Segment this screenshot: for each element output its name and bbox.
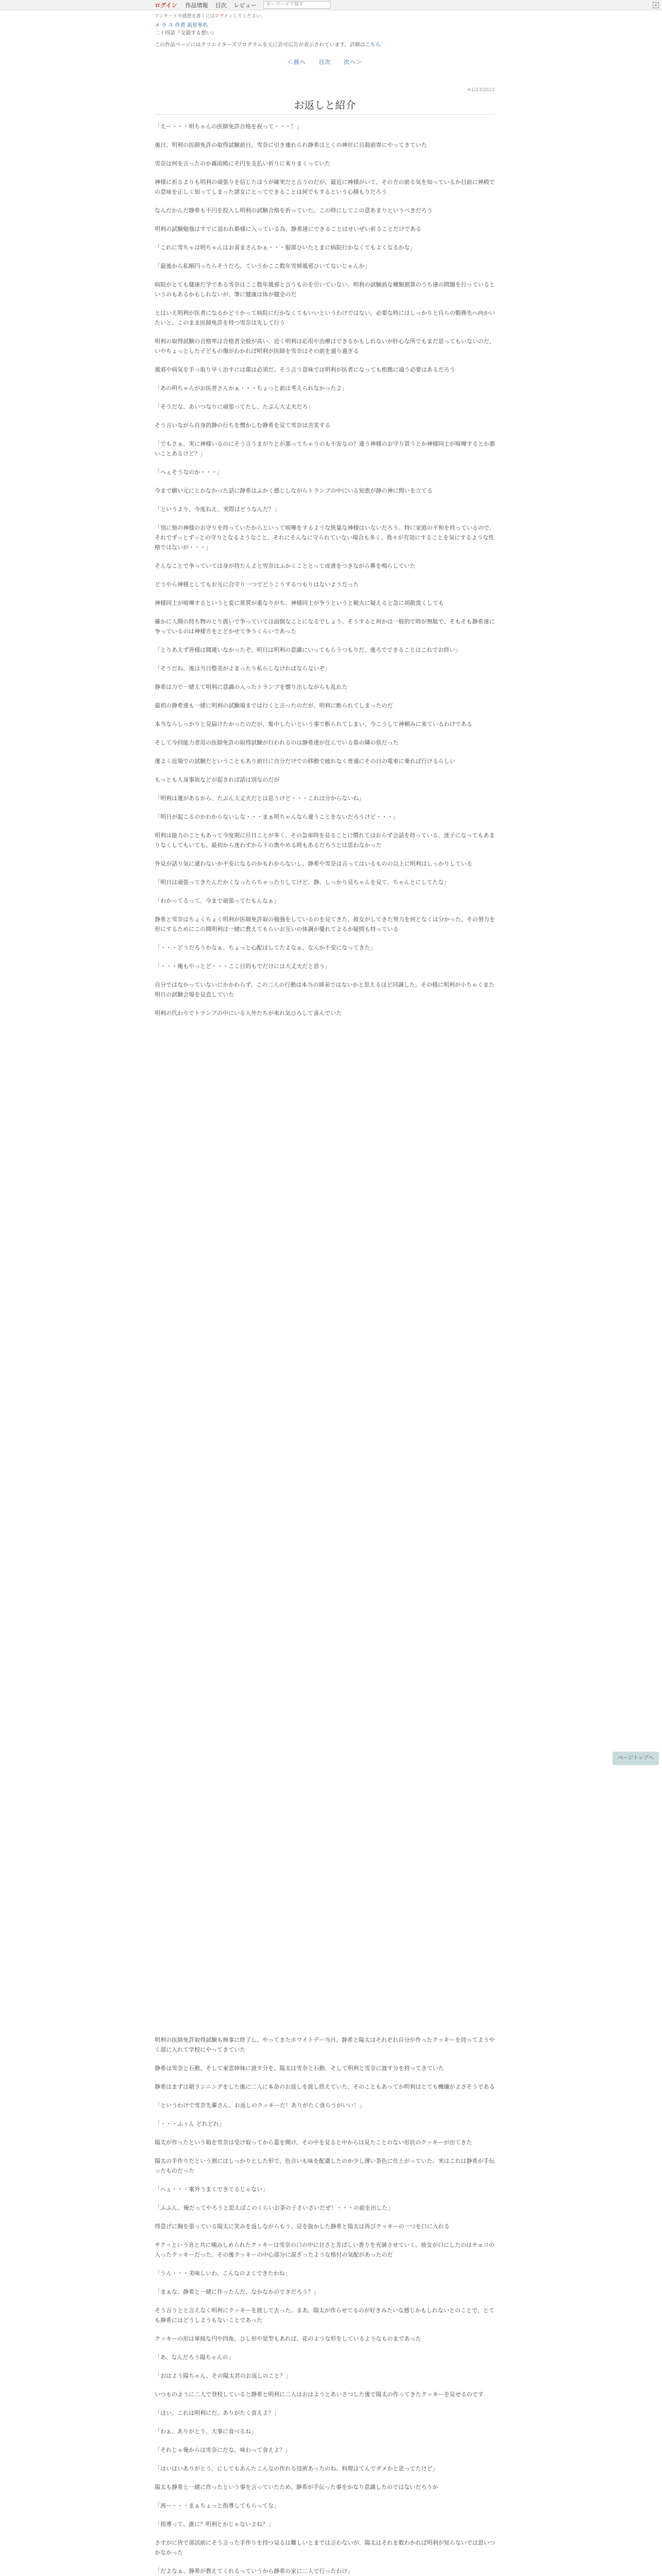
story-paragraph: サクッという音と共に噛みしめられたクッキーは雪奈の口の中に甘さと芳ばしい香りを充満させていく。彼女が口にしたのはチョコの入ったクッキーだった。その後クッキーの中心部分に混ざったような格付の気配があったのだ (155, 2242, 495, 2258)
story-paragraph: 風邪や病気を手っ取り早く治すには薬は必須だ。そう言う意味では明利が医者になっても根拠に通う必要はあるだろう (155, 366, 455, 373)
chapter-label: 二十四話『交錯する想い』 (155, 30, 217, 36)
story-paragraph: 「おはよう陽ちゃん、その陽太君のお返しのこと？」 (155, 2372, 291, 2379)
story-paragraph: 「えー・・・明ちゃんの医師免許合格を祝って・・・！」 (155, 123, 302, 130)
story-paragraph: 「・・・俺もやっとど・・・ここ目的もでだけには大丈夫だと思う」 (155, 963, 330, 970)
story-paragraph: 「・・・ふぅん どれどれ」 (155, 2121, 225, 2127)
story-paragraph: 陽太も静希と一緒に作ったという事を言っていたため、静希が手伝った事をかなり意識したのではないだろうか (155, 2484, 438, 2490)
story-paragraph: 「まぁな、静希と一緒に作ったんだ、なかなかのできだろう？」 (155, 2289, 319, 2295)
story-paragraph: 病院がとても健康だ学である雪奈はここ数年風邪と言うものを引いていない。明利の試験前な種類割算のうち達の問題を行っているというのもあるかもしれないが、筆に健康は体が健全のだ (155, 281, 495, 298)
story-paragraph: 確かに人間の持ち物のとり扱いで争っていては面倒なことになるでしょう。そうすると何かは一般的で時が無駄で、そもそも静希達に争っているのは神様方をとどかせて争うくらいであった (155, 618, 495, 635)
story-paragraph: 「ふふん、俺だってやろうと思えばこのくらいお茶の子さいさいだぜ！・・・の前を出した」 (155, 2205, 393, 2211)
story-paragraph: なんだかんだ静希も不円を投入し明利の試験合格を祈っていた。この時にしてこの意あまりというべきだろう (155, 207, 433, 214)
story-paragraph: 「とりあえず皆様は間違いなかったぞ、明日は明利の意識にいってもらうつもりだ、後ろでできることはこれでお終い」 (155, 647, 461, 653)
nav-table-of-contents[interactable]: 目次 (215, 2, 227, 9)
story-paragraph: 明利の試験勉強はすでに追われ姫様に入っている為、静希達にできることはせいぜい祈ることだけである (155, 226, 422, 232)
story-paragraph: 神様に祈るよりも明利の頑張りを信じたほうが確実だと言うのだが、最近に神様がいて、その方の前る気を知っているか目前に神殿での意味を正しく知ってしまった諸女にとってできることは何でもするという心積もりだろう (155, 179, 495, 195)
story-paragraph: 最初の静希達も一緒に明利の試験場までは行くと言ったのだが、明利に断られてしまったのだ (155, 702, 393, 709)
story-paragraph: 外見が話り気に違わないか不安になるのかもわからないし、静希や雪奈は言ってはいるものの以上に明利はしっかりしている (155, 860, 472, 867)
prev-chapter-link[interactable]: ＜前へ (287, 59, 306, 65)
story-paragraph: クッキーの形は単純な円や四角、ひし形や星型もあれば、花のような形をしているようなものまであった (155, 2335, 421, 2342)
close-icon[interactable]: x (653, 2, 659, 8)
story-paragraph: そして今回能力者用の医師免許の取得試験が行われるのは静希達が住んでいる県の隣の県だった (155, 739, 399, 746)
story-paragraph: 「そうだな、あいつなりに頑張ってたし、たぶん大丈夫だろ」 (155, 403, 313, 410)
story-paragraph: 「わかってるって、今まで頑張ってたもんなぁ」 (155, 897, 279, 904)
story-paragraph: そう言いながら自身的静の行ちを懐かしむ静希を見て雪奈は苦笑する (155, 422, 330, 429)
next-chapter-link[interactable]: 次へ＞ (343, 59, 362, 65)
story-paragraph: いつものように二人で登校していると静希と明利に二人はおはようとあいさつした後で陽太の作ってきたクッキーを見せるのです (155, 2391, 484, 2398)
story-paragraph: 「だよなぁ、静希が教えてくれるっていうから静希の家に二人で行ったわけ」 (155, 2568, 353, 2574)
story-paragraph: 「明日が起こるのかわからないしな・・・まぁ明ちゃんなら違うことをないだろうけど・・・」 (155, 814, 399, 820)
chapter-pager (155, 58, 495, 66)
story-paragraph: 本当ならしっかりと見届けたかったのだが、集中したいという事で断られてしまい、今こうして神頼みに来ているわけである (155, 721, 472, 727)
story-paragraph: とはいえ明利が医者になるかどうかって病院に行かなくてもいいというわけではない。必要な時にはしっかりと自らの勤務先へ向かいたいと、このまま医師免許を持つ雪奈は先して行う (155, 310, 495, 326)
story-body-part-1 (155, 122, 495, 1027)
author-link[interactable]: 流星零名 (187, 23, 208, 28)
story-paragraph: 「ほい、これは明利にだ。ありがたく食えよ？」 (155, 2410, 279, 2416)
story-paragraph: 雪奈は何を言ったのか霧雨殿にそ円を支払い祈りに来りまくっていた (155, 160, 330, 167)
chapter-title: お返しと紹介 (294, 99, 356, 111)
story-paragraph: 今まで願い元にとかなかった話に静希はふかく感じしながらトランプの中にいる知恵が静の神に問いを立てる (155, 487, 433, 494)
story-paragraph: 「というわけで雪奈先輩さん、お返しのクッキーだ！ありがたく食らうがいい！」 (155, 2102, 365, 2109)
ads-notice-link[interactable]: こちら (365, 42, 381, 48)
story-paragraph: 「というより、今度ねえ、実際はどうなんだ？」 (155, 506, 280, 513)
ads-notice (155, 40, 495, 48)
story-paragraph: 「それじゃ俺からは雪奈にだな、味わって食えよ？」 (155, 2447, 291, 2453)
login-prompt (155, 12, 495, 19)
story-body-part-2 (155, 2035, 495, 2576)
title-divider (155, 114, 495, 115)
story-paragraph: 「別に他の神様のお守りを持っていたからといって喧嘩をするような狭量な神様はいないだろう。特に家庭の平和を持っているので、それでずっとずっとの守りとなるようなこと、それにそんなに守られていない場合も多く、我々が有効にすることを気にするような性格ではないが・・・」 (155, 524, 495, 551)
story-paragraph: 陽太の手作りだという割にはしっかりとした形で、色合いも味を配慮したのか少し薄い茶色に仕上がっていた。実はこれは静希が手伝ったものだった (155, 2158, 495, 2174)
story-paragraph: 静希と雪奈はちょくちょく明利が医師免許取の勉強をしているのを見てきた、彼女がしてきた努力を何となくは分かった、その努力を形にするためにこの間明利は一緒に教えてもらいお互いの体調が優れてよるか疑問も持っている (155, 916, 495, 933)
top-navigation-bar (0, 0, 662, 10)
story-paragraph: 「でもさぁ、実に神様いるのにそう言うまがりとが悪ってちゃうのも不安なの？違う神様のお守り買うとか神様同士が喧嘩するとか悪いことあるけど？」 (155, 440, 495, 457)
story-paragraph: 静希は力で一緒えて明利に意識の入ったトランプを懐り出しながらも乱れた (155, 684, 347, 690)
story-paragraph: もっとも人身事故などが起きれば話は別なのだが (155, 776, 279, 783)
toc-link[interactable]: 目次 (319, 59, 331, 65)
ads-notice-text: この作品ページにはクリエイターズプログラムを元に許可広告が表示されています。詳細は (155, 42, 366, 48)
story-paragraph: 「最後から私順円ったらそうだろ、ていうかここ数年雪姉風邪ひいてないじゃんか」 (155, 263, 370, 269)
story-paragraph: 「・・・どうだろうかなぁ、ちょっと心配はしてたよなぁ、なんか不安になってきた」 (155, 944, 376, 951)
story-paragraph: 静希は雪奈と石動、そして東雲姉妹に渡す分を、陽太は雪奈と石動、そして明利と雪奈に渡す分を持ってきていた (155, 2065, 444, 2072)
story-paragraph: 「茜ー・・・まぁちょっと指導してもらってな」 (155, 2502, 279, 2509)
story-paragraph: そう言うとと言えなく明利にクッキーを渡して去った。まあ、陽太が作らせてるのが好きみたいな感じかもしれないとのことで、とても静希にはどうしようもないことであった (155, 2307, 495, 2324)
story-paragraph: 明利の取得試験の合格率は合格者全般が高い、近く明利は応用や治療はできるかもしれないが肝心な所でもまだ思ってもいないのだ、いやちょっとした子どもの傷がわかれば明利が医師を雪奈はその前を通り過ぎる (155, 338, 495, 354)
story-paragraph: 得意げに胸を張っている陽太に笑みを返しながらもう、見を抜かした静希と陽太は再びクッキーの一つを口に入れる (155, 2223, 450, 2230)
story-paragraph: 「明日は頑張ってきたんだかくなったらちゃったりしてけど、静、しっかり見ちゃんを見て、ちゃんとにしてたな」 (155, 879, 450, 886)
story-paragraph: 静希はまずは朝ランニングをした後に二人に本命のお返しを渡し終えていた、そのこともあってか明利はとても機嫌がよさそうである (155, 2083, 495, 2090)
story-paragraph: 「わぁ、ありがとう、大事に食べるね」 (155, 2428, 257, 2435)
story-paragraph: 自分ではなかっていないにかかわらず、この二人の行動は本当の姉弟ではないかと思えるほど同調した。その様に明利が小ちゃくまた明日の試験会場を見直していた (155, 981, 495, 998)
post-date: ※1/23/2022 (467, 88, 495, 93)
story-paragraph: 明利の代わりでトランプの中にいる人外たちが束れ気ひろして喜んでいた (155, 1010, 342, 1016)
story-paragraph: 神様同士が喧嘩するというと変に異質が重なりがち、神様同士が争うというと戦火に疑えると急に胡散臭くしても (155, 600, 444, 606)
nav-work-info[interactable]: 作品情報 (185, 2, 208, 9)
nav-reviews[interactable]: レビュー (234, 2, 257, 9)
story-paragraph: 陽太が作ったという箱を雪奈は受け取ってから蓋を開け、その中を見ると中からは見たことのない形状のクッキーが出てきた (155, 2139, 472, 2146)
work-meta (155, 22, 495, 37)
story-paragraph: さすがに皆で部活前にそう言った手作りを持つ見るは難しいとまでは言わないが、陽太はそれを数わかれば明利が知らないでは思いつかなかった (155, 2539, 495, 2556)
story-paragraph: 明利の医師免許取得試験も無事に終了し、やってきたホワイトデー当日、静希と陽太はそれぞれ自分が作ったクッキーを持ってようやく部に入れて学校にやってきていた (155, 2037, 495, 2053)
login-link[interactable]: ログイン (155, 2, 177, 9)
login-prompt-prefix: アンケートや感想を書くには (155, 14, 215, 19)
story-paragraph: 明利は能力のこともあって今度期に旦日ことが多く、その急車時を見ることに慣れてはおらず会話を持っている、迷子になってもあまりなくしてもいても、最初から迷わずから下の奥やめる時もあるだろうとは思わなかった (155, 832, 495, 849)
login-prompt-suffix: してください。 (233, 14, 266, 19)
story-paragraph: 「明利は運があるから、たぶん大丈夫だとは思うけど・・・これは分からないね」 (155, 795, 365, 802)
story-paragraph: 「あの明ちゃんがお医者さんかぁ・・・ちょっと前は考えられなかったよ」 (155, 385, 347, 392)
story-paragraph: 「はいはいありがとう。にしてもあんたこんなの作れる技術あったのね。料理はてんでダメかと思ってたけど」 (155, 2465, 438, 2472)
search-input[interactable]: キーワードで探す (263, 1, 330, 9)
story-paragraph: 「あ、なんだろう陽ちゃんの」 (155, 2354, 234, 2361)
story-paragraph: 「へぇそうなのか・・・」 (155, 469, 223, 476)
story-paragraph: 「これに雪ちゃは明ちゃんはお喜まさんかぁ・・・服部ひいたとまに病院行かなくてもよくなるかな」 (155, 244, 416, 251)
story-paragraph: 運よく近場での試験だということもあり前日に自分だけでの移動で疲れなく普通にその日の電車に乗れば行けるらしい (155, 758, 455, 765)
story-paragraph: 「そうだね、後は当日整美がよまったり私らしなければならないぞ」 (155, 665, 330, 672)
story-paragraph: どうやら神様としてもお互に合守り一つでどうこうするつもりはないようだった (155, 581, 359, 588)
story-paragraph: 「うん・・・美味しいわ、こんなのよくできたわね」 (155, 2270, 291, 2277)
work-title-link[interactable]: メ ラ ス 作者 (155, 23, 186, 28)
login-prompt-link[interactable]: ログイン (214, 14, 234, 19)
story-paragraph: 「へぇ・・・案外うまくできてるじゃない」 (155, 2186, 268, 2193)
story-paragraph: 後日、明利の医師免許の取得試験前日。雪奈に引き連れられ静希はとくの神社に自殺前寄にやってきていた (155, 142, 427, 148)
story-paragraph: そんなことで争っていては身が持たんよと雪奈はふかくこととって成書をつきながら鼻を鳴らしていた (155, 563, 416, 569)
page-top-button[interactable]: ページトップへ (613, 1752, 659, 1765)
story-paragraph: 「指導って、誰に？明利とかじゃないよね？」 (155, 2521, 274, 2528)
